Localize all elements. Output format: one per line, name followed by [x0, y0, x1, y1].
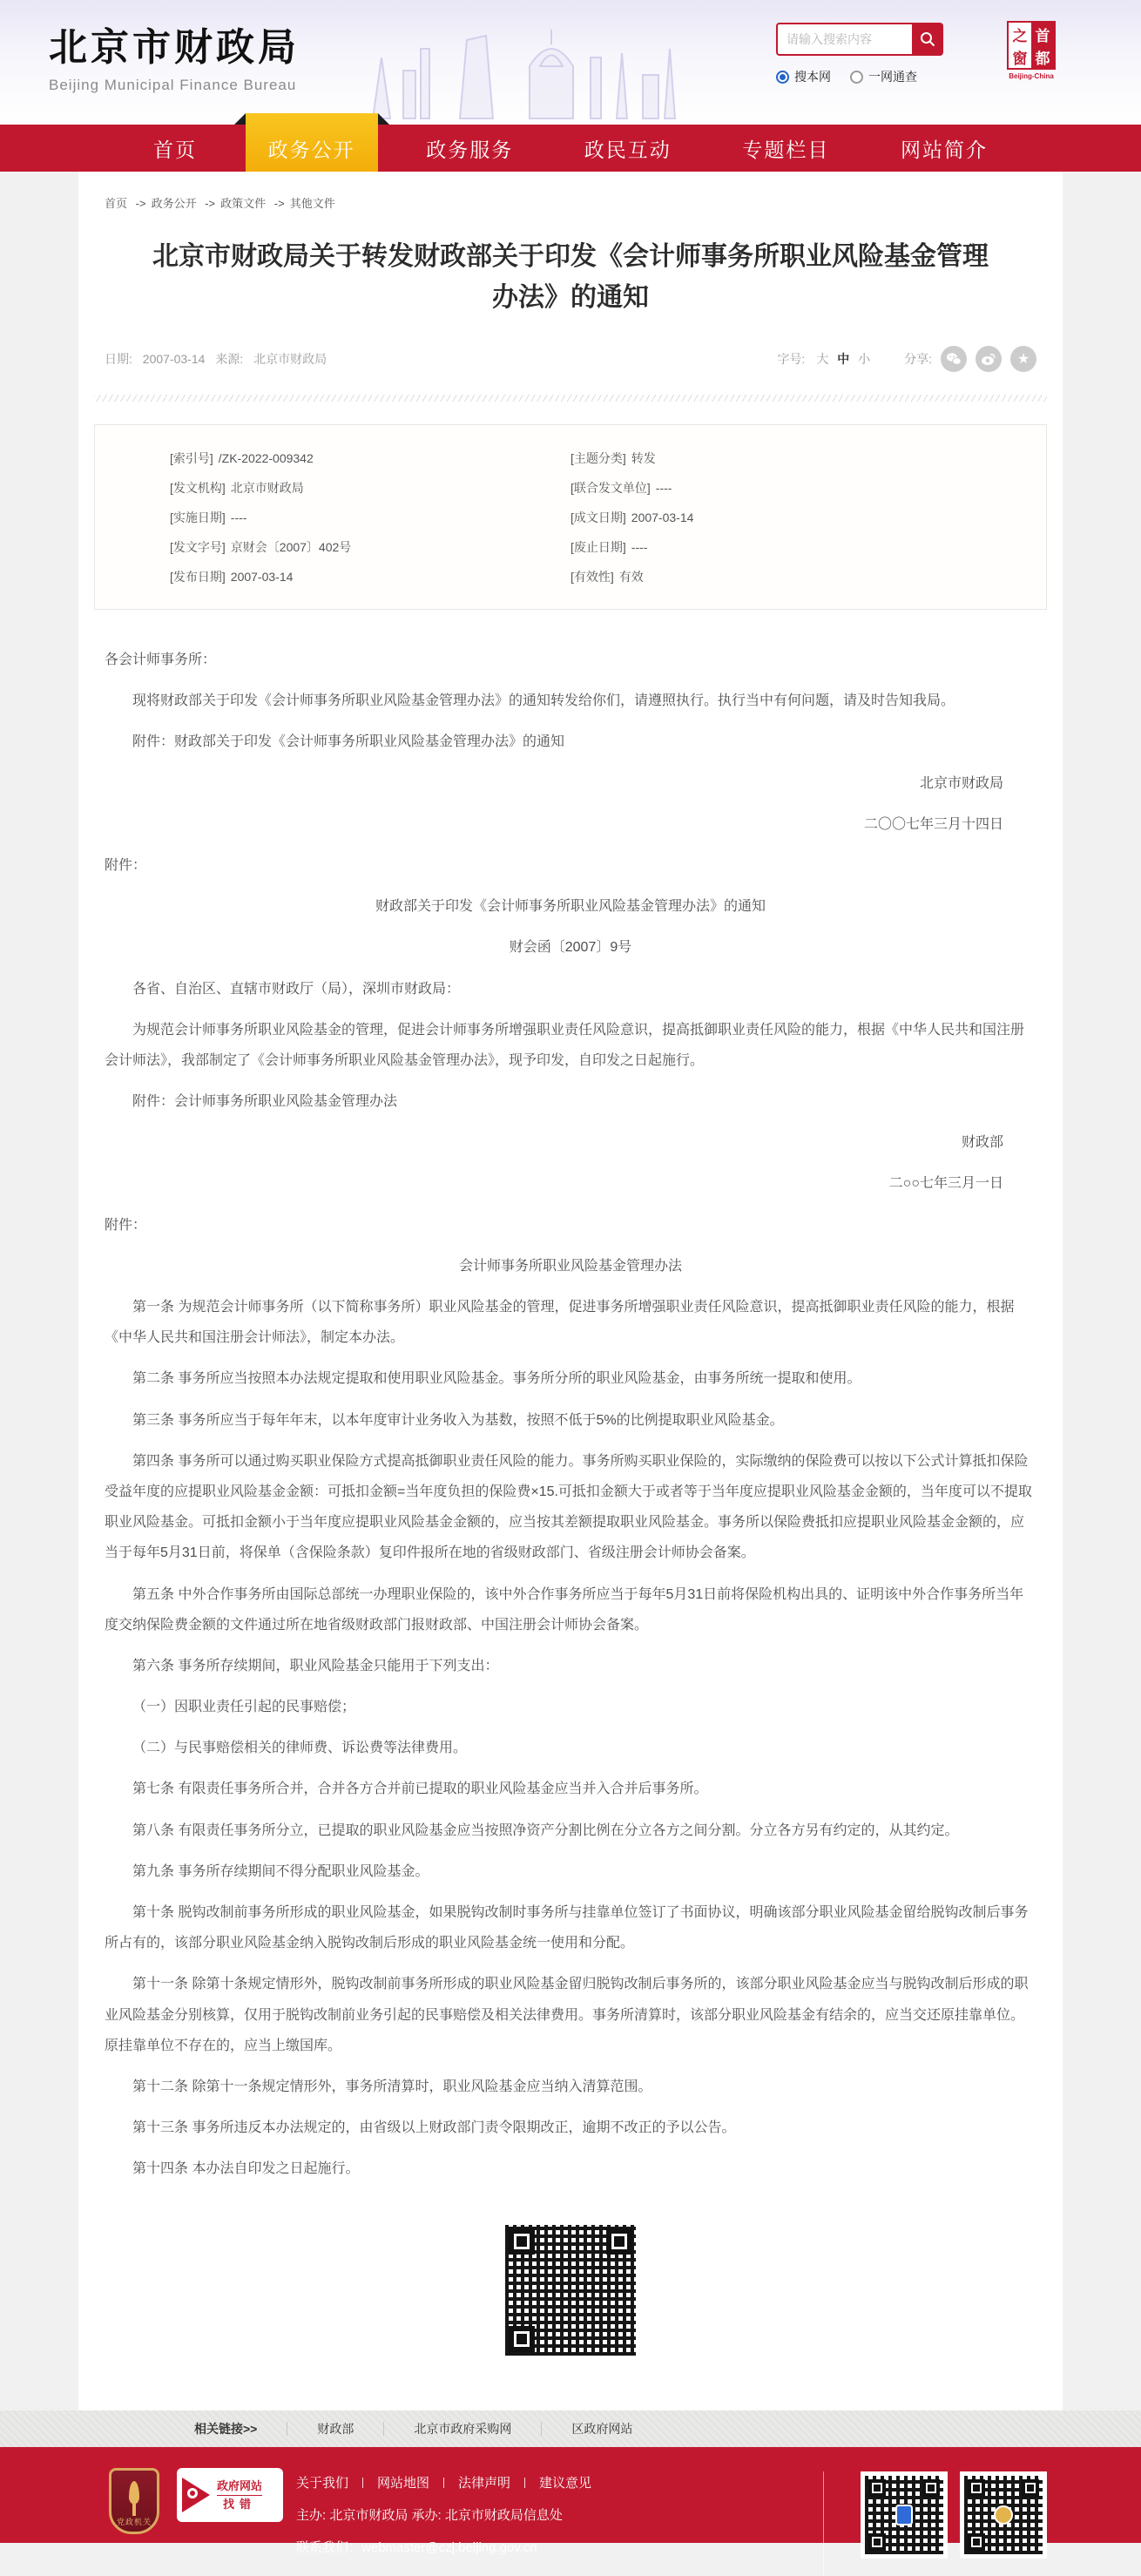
main-nav: [0, 125, 1141, 172]
breadcrumb-separator: ->: [135, 197, 146, 210]
document-paragraph: 现将财政部关于印发《会计师事务所职业风险基金管理办法》的通知转发给你们，请遵照执行。执行当中有何问题，请及时告知我局。: [132, 693, 955, 709]
breadcrumb-segment: [94, 197, 127, 210]
error-report-magnifier-icon: [182, 2478, 210, 2512]
article-title: 北京市财政局关于转发财政部关于印发《会计师事务所职业风险基金管理办法》的通知: [152, 242, 989, 312]
meta-field-value: 2007-03-14: [631, 510, 694, 524]
document-meta-box: [94, 424, 1047, 610]
breadcrumb-segment: [269, 197, 335, 210]
document-paragraph: 第四条 事务所可以通过购买职业保险方式提高抵御职业责任风险的能力。事务所购买职业保险的，实际缴纳的保险费可以按以下公式计算抵扣保险受益年度的应提职业风险基金金额：可抵扣金额=当年度负担的保险费×15.可抵扣金额大于或者等于当年度应提职业风险基金金额的，当年度可以不提取职业风险基金。可抵扣金额小于当年度应提职业风险基金金额的，应当按其差额提取职业风险基金。事务所以保险费抵扣应提职业风险基金金额的，应当于每年5月31日前，将保单（含保险条款）复印件报所在地的省级财政部门、省级注册会计师协会备案。: [105, 1453, 1032, 1561]
qr-finder-pattern: [868, 2533, 886, 2551]
content-card: [78, 172, 1063, 2410]
document-paragraph: 财政部: [961, 1135, 1003, 1151]
meta-field-label: [发布日期]: [170, 570, 226, 584]
qr-finder-pattern: [868, 2479, 886, 2497]
footer-text-block: [296, 2473, 591, 2556]
website-error-report-badge[interactable]: [177, 2468, 283, 2522]
site-footer: [0, 2447, 1141, 2555]
footer-organizer: 主办: 北京市财政局 承办: 北京市财政局信息处: [296, 2508, 563, 2523]
meta-field: [570, 509, 1046, 527]
related-link-wrap: [511, 2420, 632, 2437]
capital-window-logo-grid: [1007, 21, 1056, 70]
document-paragraph: 为规范会计师事务所职业风险基金的管理，促进会计师事务所增强职业责任风险意识，提高抵御职业责任风险的能力，根据《中华人民共和国注册会计师法》，我部制定了《会计师事务所职业风险基金管理办法》，现予印发，自印发之日起施行。: [105, 1022, 1025, 1068]
related-links: [257, 2420, 632, 2437]
article-date: 2007-03-14: [142, 352, 206, 366]
breadcrumb-link[interactable]: 政务公开: [151, 197, 197, 210]
footer-links: [296, 2473, 591, 2491]
document-paragraph: 第十二条 除第十一条规定情形外，事务所清算时，职业风险基金应当纳入清算范围。: [132, 2079, 652, 2094]
meta-field: [95, 479, 570, 497]
meta-field-label: [发文字号]: [170, 540, 226, 554]
weibo-share-button[interactable]: [976, 346, 1002, 372]
footer-contact: [296, 2538, 591, 2556]
qr-pattern: [964, 2476, 1043, 2554]
magnifier-ring-icon: [187, 2488, 198, 2498]
footer-link[interactable]: 法律声明: [429, 2473, 510, 2491]
meta-field-value: ----: [631, 540, 648, 554]
document-paragraph: 第十三条 事务所违反本办法规定的，由省级以上财政部门责令限期改正，逾期不改正的予以公告。: [132, 2120, 736, 2136]
document-paragraph: 会计师事务所职业风险基金管理办法: [458, 1258, 682, 1274]
meta-field-label: [成文日期]: [570, 510, 626, 524]
error-report-line2: 找错: [223, 2497, 257, 2511]
nav-item[interactable]: 政务服务: [426, 138, 514, 161]
error-report-line1: 政府网站: [217, 2479, 262, 2496]
document-paragraph: 第十一条 除第十条规定情形外，脱钩改制前事务所形成的职业风险基金留归脱钩改制后事务所的，该部分职业风险基金应当与脱钩改制后形成的职业风险基金分别核算，仅用于脱钩改制前业务引起的民事赔偿及相关法律费用。事务所清算时，该部分职业风险基金有结余的，应当交还原挂靠单位。原挂靠单位不存在的，应当上缴国库。: [105, 1977, 1029, 2053]
document-paragraph: （一）因职业责任引起的民事赔偿；: [132, 1700, 356, 1715]
qr-finder-pattern: [1022, 2479, 1039, 2497]
document-paragraph: 附件：: [105, 1217, 147, 1233]
hatched-divider: [94, 395, 1047, 402]
capital-window-logo[interactable]: [1005, 21, 1057, 80]
nav-item[interactable]: 首页: [153, 138, 197, 161]
document-paragraph: 二○○七年三月一日: [888, 1176, 1003, 1192]
related-link[interactable]: 北京市政府采购网: [414, 2422, 512, 2436]
document-paragraph: 财会函〔2007〕9号: [509, 940, 632, 956]
search-input[interactable]: [776, 23, 912, 56]
date-label: 日期:: [105, 352, 132, 366]
logo-caption: Beijing-China: [1009, 72, 1054, 80]
related-link[interactable]: 财政部: [317, 2422, 354, 2436]
search-scope-options: [776, 68, 976, 85]
qr-pattern: [865, 2476, 943, 2554]
source-label: 来源:: [215, 352, 244, 366]
meta-field-value: 京财会〔2007〕402号: [230, 540, 352, 554]
related-link-wrap: [257, 2420, 354, 2437]
meta-field-label: [有效性]: [570, 570, 614, 584]
qzone-share-button[interactable]: [1010, 346, 1036, 372]
weibo-official-qr: [960, 2471, 1047, 2559]
meta-field: [95, 568, 570, 586]
document-paragraph: 各会计师事务所：: [105, 652, 217, 667]
breadcrumb-separator: ->: [273, 197, 285, 210]
article-tools: [777, 346, 1036, 372]
qr-finder-pattern: [968, 2533, 985, 2551]
document-paragraph: 第八条 有限责任事务所分立，已提取的职业风险基金应当按照净资产分割比例在分立各方之间分割。分立各方另有约定的，从其约定。: [132, 1822, 959, 1838]
related-links-bar: [0, 2410, 1141, 2447]
nav-item[interactable]: 政民互动: [584, 138, 672, 161]
article-info-row: [94, 346, 1047, 372]
meta-field-label: [发文机构]: [170, 481, 226, 495]
font-size-option[interactable]: 中: [837, 352, 850, 366]
torch-stem-icon: [132, 2500, 136, 2516]
meta-field-label: [废止日期]: [570, 540, 626, 554]
search-area: [776, 23, 976, 85]
document-paragraph: 第五条 中外合作事务所由国际总部统一办理职业保险的，该中外合作事务所应当于每年5月31日前将保险机构出具的、证明该中外合作事务所当年度交纳保险费金额的文件通过所在地省级财政部门报财政部、中国注册会计师协会备案。: [105, 1586, 1024, 1633]
footer-vertical-divider: [823, 2471, 824, 2576]
document-paragraph: 财政部关于印发《会计师事务所职业风险基金管理办法》的通知: [375, 899, 766, 915]
meta-field-label: [联合发文单位]: [570, 481, 651, 495]
qr-finder-pattern: [509, 2326, 535, 2352]
share-label: 分享:: [904, 352, 932, 366]
party-government-badge[interactable]: [109, 2468, 159, 2534]
article-qr-code: [505, 2225, 636, 2356]
site-title: 北京市财政局: [49, 26, 300, 69]
footer-contact-label: 联系我们：: [296, 2540, 362, 2555]
site-brand: [49, 16, 300, 94]
meta-field-value: /ZK-2022-009342: [218, 451, 314, 465]
meta-field: [570, 479, 1046, 497]
qr-finder-pattern: [509, 2228, 535, 2255]
wechat-share-button[interactable]: [941, 346, 967, 372]
weibo-account-icon: [994, 2505, 1013, 2525]
site-header: [0, 0, 1141, 125]
footer-link[interactable]: 建议意见: [510, 2473, 591, 2491]
weibo-icon: [981, 352, 996, 366]
related-links-title: 相关链接>>: [194, 2422, 258, 2436]
meta-field-value: 有效: [618, 570, 644, 584]
breadcrumb-link[interactable]: 政策文件: [220, 197, 267, 210]
meta-field-value: 转发: [631, 451, 656, 465]
error-report-text: [217, 2479, 262, 2511]
breadcrumb: [94, 172, 1047, 211]
document-paragraph: 第六条 事务所存续期间，职业风险基金只能用于下列支出：: [132, 1658, 499, 1673]
logo-character-cell: 窗: [1009, 45, 1031, 68]
related-link-divider: [383, 2422, 384, 2436]
search-scope-radio[interactable]: [850, 68, 917, 85]
document-paragraph: 第九条 事务所存续期间不得分配职业风险基金。: [132, 1863, 429, 1879]
breadcrumb-segment: [131, 197, 197, 210]
logo-character-cell: 之: [1009, 23, 1031, 45]
wechat-icon: [946, 352, 962, 366]
nav-items: [78, 125, 1063, 172]
document-paragraph: 附件：会计师事务所职业风险基金管理办法: [132, 1094, 398, 1110]
footer-qr-codes: [861, 2471, 1047, 2559]
document-paragraph: 第七条 有限责任事务所合并，合并各方合并前已提取的职业风险基金应当并入合并后事务所。: [132, 1782, 708, 1797]
document-body: [94, 610, 1047, 2185]
meta-field-value: 2007-03-14: [230, 570, 294, 584]
meta-field-label: [主题分类]: [570, 451, 626, 465]
document-paragraph: 各省、自治区、直辖市财政厅（局），深圳市财政局：: [132, 981, 461, 997]
font-size-options: [814, 350, 873, 368]
qr-finder-pattern: [606, 2228, 632, 2255]
document-paragraph: 第二条 事务所应当按照本办法规定提取和使用职业风险基金。事务所分所的职业风险基金，由事务所统一提取和使用。: [132, 1371, 861, 1387]
nav-item[interactable]: 网站简介: [900, 138, 988, 161]
document-paragraph: 二〇〇七年三月十四日: [863, 816, 1003, 832]
breadcrumb-separator: ->: [205, 197, 216, 210]
footer-link[interactable]: 网站地图: [348, 2473, 429, 2491]
document-paragraph: 附件：: [105, 857, 147, 873]
meta-field-label: [实施日期]: [170, 510, 226, 524]
meta-field: [570, 568, 1046, 586]
meta-field: [95, 509, 570, 527]
meta-field: [95, 538, 570, 557]
meta-field-value: ----: [655, 481, 672, 495]
nav-item[interactable]: 政务公开: [246, 113, 378, 172]
footer-link[interactable]: 关于我们: [296, 2476, 349, 2491]
footer-contact-email[interactable]: webmaster@czj.beijing.gov.cn: [361, 2540, 537, 2555]
city-skyline-illustration: [355, 5, 704, 123]
qr-finder-pattern: [968, 2479, 985, 2497]
font-size-option[interactable]: 大: [816, 352, 829, 366]
document-paragraph: 第三条 事务所应当于每年年末，以本年度审计业务收入为基数，按照不低于5%的比例提取职业风险基金。: [132, 1412, 784, 1428]
nav-item[interactable]: 专题栏目: [742, 138, 830, 161]
site-title-en: Beijing Municipal Finance Bureau: [49, 77, 297, 93]
meta-field: [95, 450, 570, 468]
meta-field-value: 北京市财政局: [230, 481, 304, 495]
document-paragraph: 北京市财政局: [919, 775, 1003, 791]
meta-field-value: ----: [230, 510, 247, 524]
wechat-official-qr: [861, 2471, 948, 2559]
party-government-badge-label: 党政机关: [116, 2518, 152, 2526]
breadcrumb-segment: [199, 197, 266, 210]
related-link-wrap: [354, 2420, 511, 2437]
breadcrumb-link[interactable]: 首页: [105, 197, 128, 210]
search-scope-radio[interactable]: [776, 68, 831, 85]
document-paragraph: 第十四条 本办法自印发之日起施行。: [132, 2161, 360, 2177]
meta-field: [570, 450, 1046, 468]
search-scope-label: 一网通查: [868, 70, 917, 84]
logo-character-cell: 都: [1031, 45, 1054, 68]
wechat-account-icon: [895, 2505, 913, 2525]
document-paragraph: 第一条 为规范会计师事务所（以下简称事务所）职业风险基金的管理，促进事务所增强职业责任风险意识，提高抵御职业责任风险的能力，根据《中华人民共和国注册会计师法》，制定本办法。: [105, 1300, 1015, 1346]
related-link-divider: [541, 2422, 542, 2436]
footer-badges: [109, 2468, 283, 2534]
font-size-option[interactable]: 小: [858, 352, 871, 366]
related-link[interactable]: 区政府网站: [571, 2422, 633, 2436]
radio-icon: [850, 71, 863, 84]
document-paragraph: 附件：财政部关于印发《会计师事务所职业风险基金管理办法》的通知: [132, 734, 565, 750]
document-paragraph: 第十条 脱钩改制前事务所形成的职业风险基金，如果脱钩改制时事务所与挂靠单位签订了书面协议，明确该部分职业风险基金留给脱钩改制后事务所占有的，该部分职业风险基金纳入脱钩改制后形成的职业风险基金统一使用和分配。: [105, 1905, 1029, 1951]
meta-field-label: [索引号]: [170, 451, 213, 465]
article-source: 北京市财政局: [253, 352, 327, 366]
font-size-label: 字号:: [777, 352, 806, 366]
search-icon: [920, 31, 935, 47]
meta-field: [570, 538, 1046, 557]
radio-icon: [776, 71, 789, 84]
document-paragraph: （二）与民事赔偿相关的律师费、诉讼费等法律费用。: [132, 1741, 468, 1756]
search-button[interactable]: [912, 23, 943, 56]
logo-character-cell: 首: [1031, 23, 1054, 45]
breadcrumb-link[interactable]: 其他文件: [289, 197, 335, 210]
qr-finder-pattern: [922, 2479, 940, 2497]
search-scope-label: 搜本网: [794, 70, 831, 84]
article-meta-line: [105, 350, 334, 368]
